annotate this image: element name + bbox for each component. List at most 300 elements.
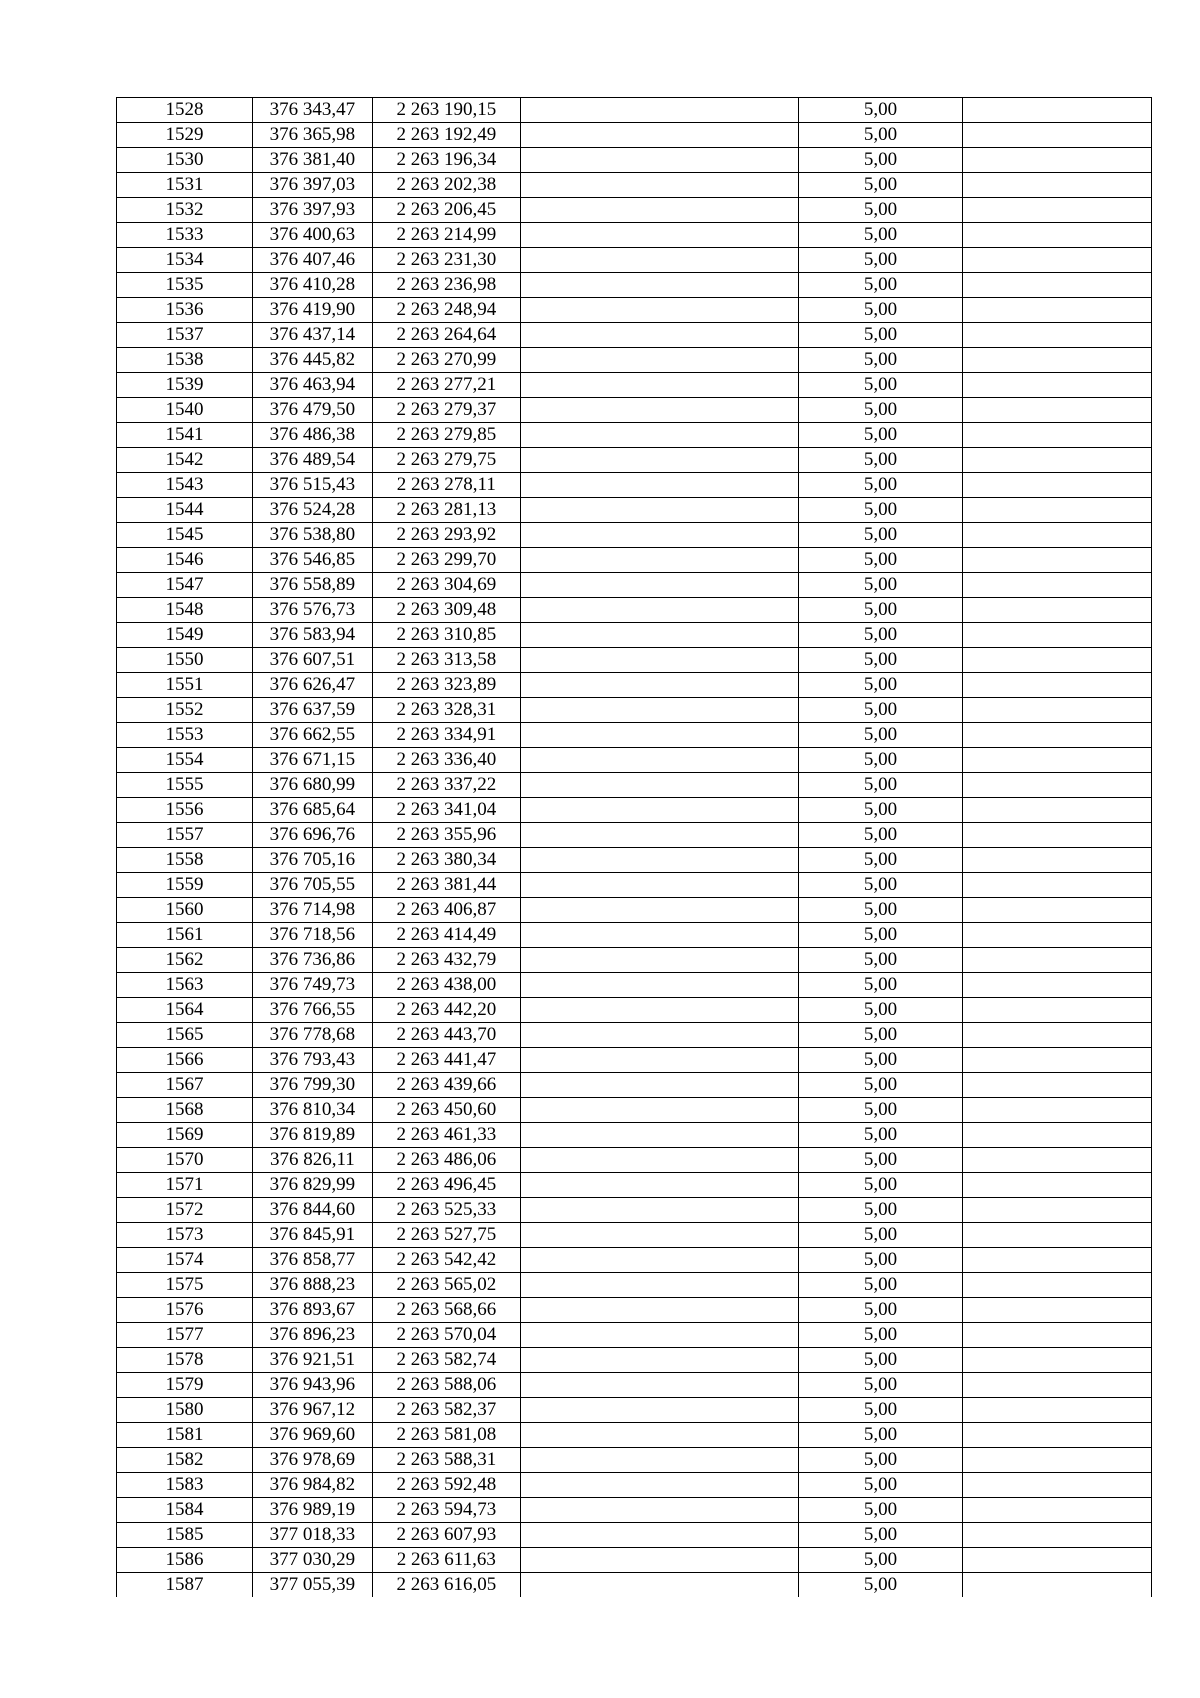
accuracy-cell: 5,00 [799, 1148, 963, 1173]
y-coordinate-cell: 2 263 568,66 [372, 1298, 520, 1323]
x-coordinate-cell: 376 705,55 [253, 873, 373, 898]
point-number-cell: 1578 [117, 1348, 253, 1373]
point-number-cell: 1556 [117, 798, 253, 823]
point-number-cell: 1579 [117, 1373, 253, 1398]
y-coordinate-cell: 2 263 588,06 [372, 1373, 520, 1398]
empty-cell [520, 598, 798, 623]
table-row [117, 573, 1152, 598]
point-number-cell: 1575 [117, 1273, 253, 1298]
point-number-cell: 1586 [117, 1548, 253, 1573]
table-row [117, 448, 1152, 473]
y-coordinate-cell: 2 263 299,70 [372, 548, 520, 573]
accuracy-cell: 5,00 [799, 1473, 963, 1498]
table-row [117, 273, 1152, 298]
x-coordinate-cell: 376 558,89 [253, 573, 373, 598]
accuracy-cell: 5,00 [799, 1073, 963, 1098]
x-coordinate-cell: 376 819,89 [253, 1123, 373, 1148]
empty-cell [520, 1173, 798, 1198]
x-coordinate-cell: 376 410,28 [253, 273, 373, 298]
empty-cell [962, 1323, 1151, 1348]
y-coordinate-cell: 2 263 192,49 [372, 123, 520, 148]
y-coordinate-cell: 2 263 432,79 [372, 948, 520, 973]
accuracy-cell: 5,00 [799, 498, 963, 523]
y-coordinate-cell: 2 263 414,49 [372, 923, 520, 948]
y-coordinate-cell: 2 263 441,47 [372, 1048, 520, 1073]
empty-cell [520, 1273, 798, 1298]
table-row [117, 1523, 1152, 1548]
y-coordinate-cell: 2 263 570,04 [372, 1323, 520, 1348]
table-row [117, 423, 1152, 448]
table-row [117, 398, 1152, 423]
empty-cell [962, 1348, 1151, 1373]
y-coordinate-cell: 2 263 565,02 [372, 1273, 520, 1298]
empty-cell [520, 923, 798, 948]
empty-cell [962, 673, 1151, 698]
empty-cell [520, 1523, 798, 1548]
point-number-cell: 1558 [117, 848, 253, 873]
empty-cell [962, 423, 1151, 448]
empty-cell [520, 298, 798, 323]
accuracy-cell: 5,00 [799, 248, 963, 273]
x-coordinate-cell: 376 381,40 [253, 148, 373, 173]
table-row [117, 598, 1152, 623]
empty-cell [962, 448, 1151, 473]
table-row [117, 1223, 1152, 1248]
point-number-cell: 1580 [117, 1398, 253, 1423]
y-coordinate-cell: 2 263 279,75 [372, 448, 520, 473]
empty-cell [520, 198, 798, 223]
empty-cell [962, 1098, 1151, 1123]
empty-cell [520, 673, 798, 698]
point-number-cell: 1545 [117, 523, 253, 548]
accuracy-cell: 5,00 [799, 1398, 963, 1423]
point-number-cell: 1571 [117, 1173, 253, 1198]
table-row [117, 198, 1152, 223]
empty-cell [962, 998, 1151, 1023]
point-number-cell: 1541 [117, 423, 253, 448]
x-coordinate-cell: 376 400,63 [253, 223, 373, 248]
table-row [117, 1323, 1152, 1348]
y-coordinate-cell: 2 263 381,44 [372, 873, 520, 898]
accuracy-cell: 5,00 [799, 1023, 963, 1048]
y-coordinate-cell: 2 263 341,04 [372, 798, 520, 823]
x-coordinate-cell: 376 515,43 [253, 473, 373, 498]
empty-cell [962, 1398, 1151, 1423]
empty-cell [520, 273, 798, 298]
empty-cell [520, 1398, 798, 1423]
accuracy-cell: 5,00 [799, 1548, 963, 1573]
table-row [117, 498, 1152, 523]
y-coordinate-cell: 2 263 439,66 [372, 1073, 520, 1098]
table-row [117, 698, 1152, 723]
empty-cell [520, 773, 798, 798]
point-number-cell: 1565 [117, 1023, 253, 1048]
empty-cell [962, 1048, 1151, 1073]
y-coordinate-cell: 2 263 588,31 [372, 1448, 520, 1473]
point-number-cell: 1542 [117, 448, 253, 473]
table-row [117, 123, 1152, 148]
table-row [117, 98, 1152, 123]
accuracy-cell: 5,00 [799, 723, 963, 748]
y-coordinate-cell: 2 263 442,20 [372, 998, 520, 1023]
accuracy-cell: 5,00 [799, 798, 963, 823]
table-row [117, 1123, 1152, 1148]
table-row [117, 1548, 1152, 1573]
empty-cell [962, 1273, 1151, 1298]
accuracy-cell: 5,00 [799, 923, 963, 948]
point-number-cell: 1540 [117, 398, 253, 423]
accuracy-cell: 5,00 [799, 1123, 963, 1148]
x-coordinate-cell: 376 637,59 [253, 698, 373, 723]
x-coordinate-cell: 376 969,60 [253, 1423, 373, 1448]
y-coordinate-cell: 2 263 278,11 [372, 473, 520, 498]
empty-cell [962, 273, 1151, 298]
empty-cell [520, 873, 798, 898]
empty-cell [962, 323, 1151, 348]
empty-cell [962, 198, 1151, 223]
empty-cell [520, 348, 798, 373]
accuracy-cell: 5,00 [799, 1373, 963, 1398]
point-number-cell: 1552 [117, 698, 253, 723]
x-coordinate-cell: 376 479,50 [253, 398, 373, 423]
y-coordinate-cell: 2 263 443,70 [372, 1023, 520, 1048]
point-number-cell: 1530 [117, 148, 253, 173]
point-number-cell: 1551 [117, 673, 253, 698]
point-number-cell: 1564 [117, 998, 253, 1023]
y-coordinate-cell: 2 263 328,31 [372, 698, 520, 723]
empty-cell [520, 1048, 798, 1073]
empty-cell [962, 498, 1151, 523]
x-coordinate-cell: 376 799,30 [253, 1073, 373, 1098]
empty-cell [520, 948, 798, 973]
empty-cell [962, 1198, 1151, 1223]
y-coordinate-cell: 2 263 594,73 [372, 1498, 520, 1523]
accuracy-cell: 5,00 [799, 1273, 963, 1298]
empty-cell [962, 1148, 1151, 1173]
x-coordinate-cell: 376 714,98 [253, 898, 373, 923]
empty-cell [962, 173, 1151, 198]
empty-cell [520, 123, 798, 148]
empty-cell [962, 1073, 1151, 1098]
x-coordinate-cell: 376 445,82 [253, 348, 373, 373]
table-row [117, 1473, 1152, 1498]
empty-cell [962, 98, 1151, 123]
y-coordinate-cell: 2 263 380,34 [372, 848, 520, 873]
table-row [117, 748, 1152, 773]
y-coordinate-cell: 2 263 355,96 [372, 823, 520, 848]
y-coordinate-cell: 2 263 525,33 [372, 1198, 520, 1223]
accuracy-cell: 5,00 [799, 1298, 963, 1323]
accuracy-cell: 5,00 [799, 998, 963, 1023]
empty-cell [520, 573, 798, 598]
table-row [117, 1023, 1152, 1048]
y-coordinate-cell: 2 263 293,92 [372, 523, 520, 548]
x-coordinate-cell: 376 343,47 [253, 98, 373, 123]
accuracy-cell: 5,00 [799, 673, 963, 698]
x-coordinate-cell: 376 696,76 [253, 823, 373, 848]
empty-cell [520, 973, 798, 998]
table-row [117, 923, 1152, 948]
x-coordinate-cell: 376 888,23 [253, 1273, 373, 1298]
accuracy-cell: 5,00 [799, 523, 963, 548]
y-coordinate-cell: 2 263 486,06 [372, 1148, 520, 1173]
empty-cell [962, 548, 1151, 573]
empty-cell [962, 1298, 1151, 1323]
table-row [117, 948, 1152, 973]
table-row [117, 798, 1152, 823]
x-coordinate-cell: 376 486,38 [253, 423, 373, 448]
x-coordinate-cell: 376 546,85 [253, 548, 373, 573]
point-number-cell: 1533 [117, 223, 253, 248]
empty-cell [520, 1473, 798, 1498]
table-row [117, 373, 1152, 398]
empty-cell [520, 823, 798, 848]
accuracy-cell: 5,00 [799, 373, 963, 398]
point-number-cell: 1568 [117, 1098, 253, 1123]
point-number-cell: 1544 [117, 498, 253, 523]
point-number-cell: 1555 [117, 773, 253, 798]
y-coordinate-cell: 2 263 527,75 [372, 1223, 520, 1248]
x-coordinate-cell: 376 419,90 [253, 298, 373, 323]
x-coordinate-cell: 376 718,56 [253, 923, 373, 948]
empty-cell [520, 1073, 798, 1098]
accuracy-cell: 5,00 [799, 698, 963, 723]
accuracy-cell: 5,00 [799, 198, 963, 223]
accuracy-cell: 5,00 [799, 1423, 963, 1448]
point-number-cell: 1574 [117, 1248, 253, 1273]
y-coordinate-cell: 2 263 248,94 [372, 298, 520, 323]
table-row [117, 973, 1152, 998]
table-row [117, 873, 1152, 898]
empty-cell [520, 998, 798, 1023]
y-coordinate-cell: 2 263 236,98 [372, 273, 520, 298]
point-number-cell: 1576 [117, 1298, 253, 1323]
point-number-cell: 1539 [117, 373, 253, 398]
accuracy-cell: 5,00 [799, 423, 963, 448]
x-coordinate-cell: 376 766,55 [253, 998, 373, 1023]
empty-cell [520, 1548, 798, 1573]
point-number-cell: 1585 [117, 1523, 253, 1548]
table-row [117, 998, 1152, 1023]
x-coordinate-cell: 376 680,99 [253, 773, 373, 798]
point-number-cell: 1587 [117, 1573, 253, 1598]
y-coordinate-cell: 2 263 214,99 [372, 223, 520, 248]
accuracy-cell: 5,00 [799, 98, 963, 123]
empty-cell [520, 98, 798, 123]
table-row [117, 823, 1152, 848]
x-coordinate-cell: 376 583,94 [253, 623, 373, 648]
x-coordinate-cell: 376 829,99 [253, 1173, 373, 1198]
y-coordinate-cell: 2 263 323,89 [372, 673, 520, 698]
x-coordinate-cell: 376 810,34 [253, 1098, 373, 1123]
empty-cell [520, 723, 798, 748]
empty-cell [962, 398, 1151, 423]
accuracy-cell: 5,00 [799, 473, 963, 498]
empty-cell [962, 473, 1151, 498]
table-row [117, 348, 1152, 373]
x-coordinate-cell: 376 671,15 [253, 748, 373, 773]
empty-cell [520, 1123, 798, 1148]
empty-cell [962, 298, 1151, 323]
x-coordinate-cell: 376 921,51 [253, 1348, 373, 1373]
table-row [117, 773, 1152, 798]
y-coordinate-cell: 2 263 582,37 [372, 1398, 520, 1423]
x-coordinate-cell: 376 736,86 [253, 948, 373, 973]
empty-cell [962, 898, 1151, 923]
empty-cell [520, 848, 798, 873]
empty-cell [520, 1298, 798, 1323]
empty-cell [962, 1548, 1151, 1573]
x-coordinate-cell: 377 055,39 [253, 1573, 373, 1598]
accuracy-cell: 5,00 [799, 573, 963, 598]
empty-cell [520, 748, 798, 773]
x-coordinate-cell: 376 489,54 [253, 448, 373, 473]
point-number-cell: 1532 [117, 198, 253, 223]
empty-cell [520, 523, 798, 548]
point-number-cell: 1528 [117, 98, 253, 123]
table-row [117, 323, 1152, 348]
y-coordinate-cell: 2 263 496,45 [372, 1173, 520, 1198]
accuracy-cell: 5,00 [799, 748, 963, 773]
x-coordinate-cell: 376 793,43 [253, 1048, 373, 1073]
x-coordinate-cell: 376 778,68 [253, 1023, 373, 1048]
point-number-cell: 1536 [117, 298, 253, 323]
empty-cell [520, 373, 798, 398]
y-coordinate-cell: 2 263 611,63 [372, 1548, 520, 1573]
table-row [117, 298, 1152, 323]
table-row [117, 1573, 1152, 1598]
x-coordinate-cell: 377 030,29 [253, 1548, 373, 1573]
accuracy-cell: 5,00 [799, 1098, 963, 1123]
empty-cell [962, 373, 1151, 398]
accuracy-cell: 5,00 [799, 1173, 963, 1198]
y-coordinate-cell: 2 263 231,30 [372, 248, 520, 273]
empty-cell [962, 1448, 1151, 1473]
x-coordinate-cell: 376 826,11 [253, 1148, 373, 1173]
y-coordinate-cell: 2 263 304,69 [372, 573, 520, 598]
empty-cell [520, 1248, 798, 1273]
point-number-cell: 1562 [117, 948, 253, 973]
accuracy-cell: 5,00 [799, 273, 963, 298]
empty-cell [962, 823, 1151, 848]
point-number-cell: 1549 [117, 623, 253, 648]
accuracy-cell: 5,00 [799, 848, 963, 873]
empty-cell [962, 798, 1151, 823]
table-row [117, 548, 1152, 573]
y-coordinate-cell: 2 263 313,58 [372, 648, 520, 673]
empty-cell [962, 1123, 1151, 1148]
empty-cell [962, 1573, 1151, 1598]
accuracy-cell: 5,00 [799, 1248, 963, 1273]
empty-cell [520, 398, 798, 423]
y-coordinate-cell: 2 263 279,85 [372, 423, 520, 448]
empty-cell [962, 248, 1151, 273]
empty-cell [520, 1098, 798, 1123]
y-coordinate-cell: 2 263 461,33 [372, 1123, 520, 1148]
point-number-cell: 1553 [117, 723, 253, 748]
point-number-cell: 1583 [117, 1473, 253, 1498]
table-row [117, 248, 1152, 273]
empty-cell [962, 873, 1151, 898]
empty-cell [520, 423, 798, 448]
table-row [117, 723, 1152, 748]
empty-cell [962, 923, 1151, 948]
empty-cell [962, 598, 1151, 623]
y-coordinate-cell: 2 263 281,13 [372, 498, 520, 523]
x-coordinate-cell: 376 749,73 [253, 973, 373, 998]
x-coordinate-cell: 376 626,47 [253, 673, 373, 698]
empty-cell [962, 1248, 1151, 1273]
x-coordinate-cell: 376 705,16 [253, 848, 373, 873]
y-coordinate-cell: 2 263 607,93 [372, 1523, 520, 1548]
point-number-cell: 1581 [117, 1423, 253, 1448]
point-number-cell: 1572 [117, 1198, 253, 1223]
empty-cell [962, 948, 1151, 973]
accuracy-cell: 5,00 [799, 1448, 963, 1473]
table-row [117, 1148, 1152, 1173]
point-number-cell: 1561 [117, 923, 253, 948]
table-row [117, 1423, 1152, 1448]
accuracy-cell: 5,00 [799, 173, 963, 198]
y-coordinate-cell: 2 263 270,99 [372, 348, 520, 373]
empty-cell [520, 1498, 798, 1523]
table-row [117, 1098, 1152, 1123]
accuracy-cell: 5,00 [799, 323, 963, 348]
point-number-cell: 1567 [117, 1073, 253, 1098]
empty-cell [962, 698, 1151, 723]
x-coordinate-cell: 376 893,67 [253, 1298, 373, 1323]
x-coordinate-cell: 376 662,55 [253, 723, 373, 748]
y-coordinate-cell: 2 263 582,74 [372, 1348, 520, 1373]
empty-cell [520, 248, 798, 273]
accuracy-cell: 5,00 [799, 448, 963, 473]
empty-cell [520, 648, 798, 673]
empty-cell [520, 1323, 798, 1348]
empty-cell [520, 448, 798, 473]
x-coordinate-cell: 376 437,14 [253, 323, 373, 348]
empty-cell [520, 173, 798, 198]
accuracy-cell: 5,00 [799, 1498, 963, 1523]
point-number-cell: 1531 [117, 173, 253, 198]
empty-cell [520, 698, 798, 723]
empty-cell [520, 323, 798, 348]
x-coordinate-cell: 376 365,98 [253, 123, 373, 148]
table-row [117, 1273, 1152, 1298]
table-row [117, 473, 1152, 498]
y-coordinate-cell: 2 263 190,15 [372, 98, 520, 123]
point-number-cell: 1554 [117, 748, 253, 773]
accuracy-cell: 5,00 [799, 973, 963, 998]
x-coordinate-cell: 376 685,64 [253, 798, 373, 823]
x-coordinate-cell: 376 967,12 [253, 1398, 373, 1423]
accuracy-cell: 5,00 [799, 1048, 963, 1073]
empty-cell [962, 773, 1151, 798]
point-number-cell: 1537 [117, 323, 253, 348]
x-coordinate-cell: 376 989,19 [253, 1498, 373, 1523]
point-number-cell: 1529 [117, 123, 253, 148]
x-coordinate-cell: 376 576,73 [253, 598, 373, 623]
accuracy-cell: 5,00 [799, 823, 963, 848]
accuracy-cell: 5,00 [799, 1348, 963, 1373]
y-coordinate-cell: 2 263 581,08 [372, 1423, 520, 1448]
point-number-cell: 1566 [117, 1048, 253, 1073]
y-coordinate-cell: 2 263 616,05 [372, 1573, 520, 1598]
y-coordinate-cell: 2 263 202,38 [372, 173, 520, 198]
table-row [117, 223, 1152, 248]
y-coordinate-cell: 2 263 336,40 [372, 748, 520, 773]
point-number-cell: 1547 [117, 573, 253, 598]
table-row [117, 1348, 1152, 1373]
